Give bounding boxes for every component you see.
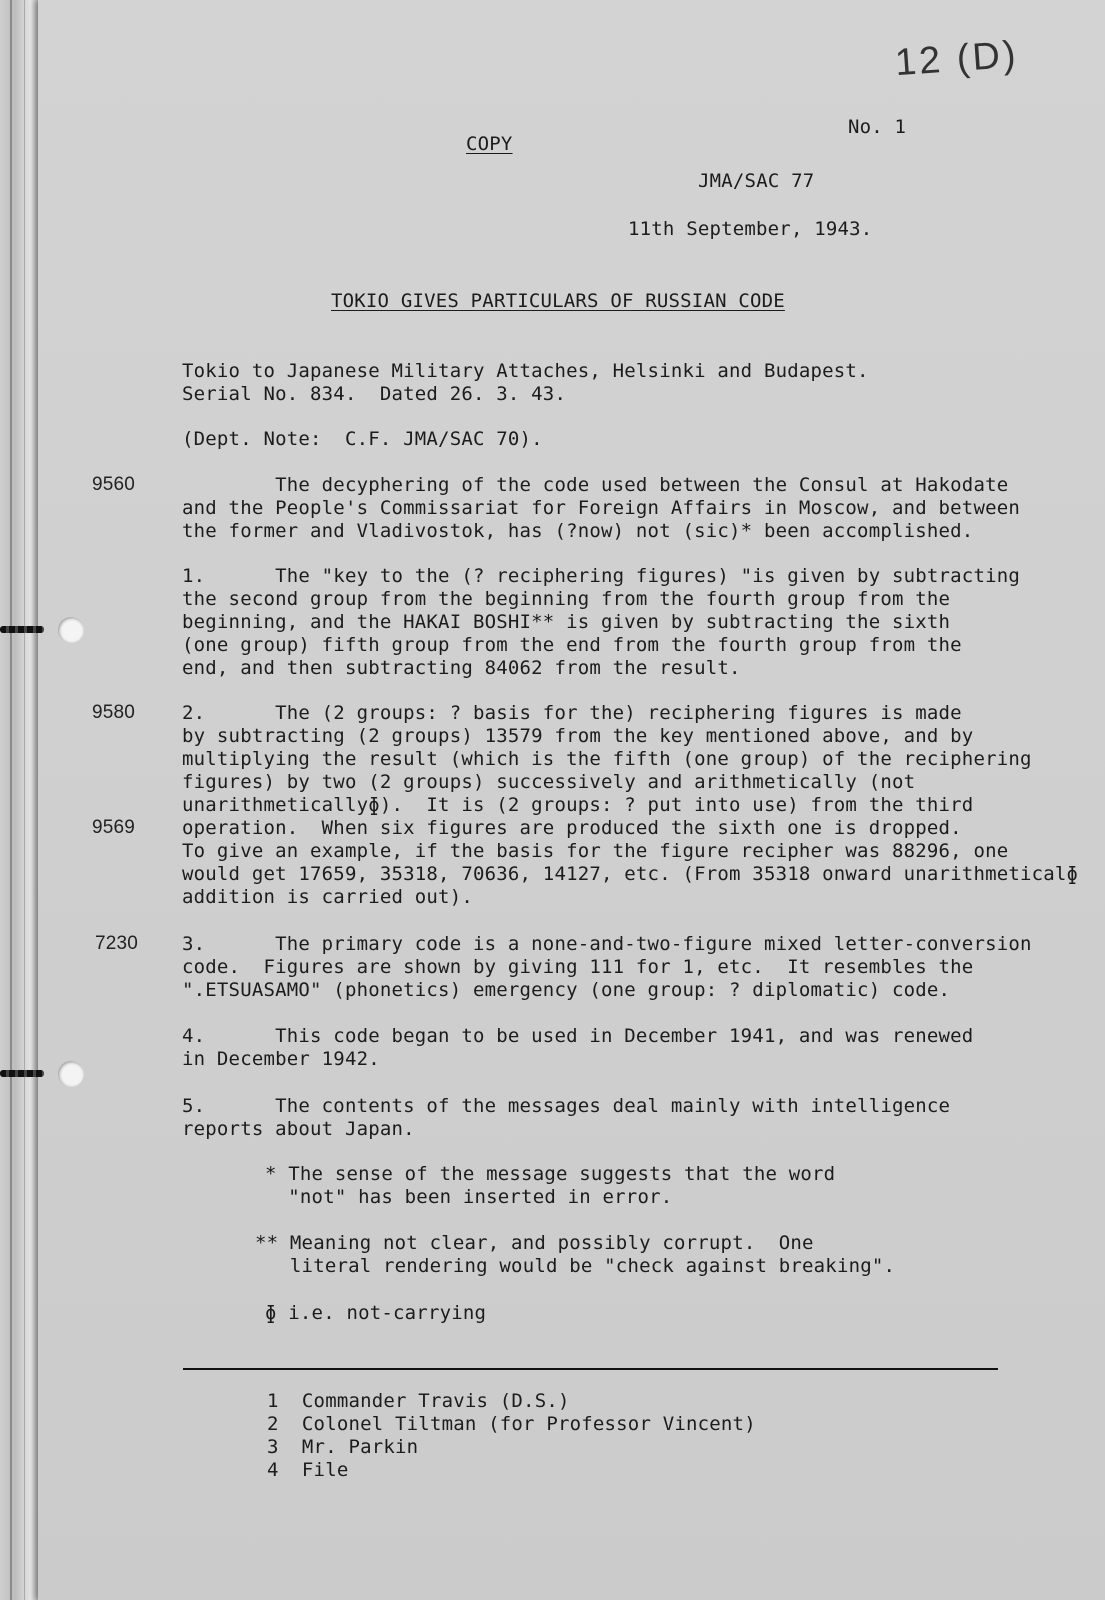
punch-hole xyxy=(58,1061,84,1087)
paragraph-line: 5. The contents of the messages deal mainly with intelligence xyxy=(182,1095,951,1117)
paragraph-line: by subtracting (2 groups) 13579 from the key mentioned above, and by xyxy=(182,725,974,747)
margin-number: 9569 xyxy=(92,817,136,838)
binding-string xyxy=(0,1070,44,1077)
footnote-line: "not" has been inserted in error. xyxy=(265,1186,673,1208)
paragraph-line: end, and then subtracting 84062 from the result. xyxy=(182,657,741,679)
document-title: TOKIO GIVES PARTICULARS OF RUSSIAN CODE xyxy=(331,290,785,312)
margin-number: 7230 xyxy=(95,933,139,954)
footnote-line: * The sense of the message suggests that the word xyxy=(265,1163,836,1185)
paragraph-line: 2. The (2 groups: ? basis for the) reciphering figures is made xyxy=(182,702,962,724)
footnote-line: ɸ i.e. not-carrying xyxy=(265,1302,487,1324)
footnote-line: literal rendering would be "check against breaking". xyxy=(255,1255,896,1277)
distribution-item: 4 File xyxy=(267,1459,349,1481)
paragraph-line: would get 17659, 35318, 70636, 14127, etc. (From 35318 onward unarithmeticalɸ xyxy=(182,863,1079,885)
binding-string xyxy=(0,626,44,633)
distribution-item: 2 Colonel Tiltman (for Professor Vincent) xyxy=(267,1413,756,1435)
paragraph-line: multiplying the result (which is the fifth (one group) of the reciphering xyxy=(182,748,1032,770)
intro-line: Tokio to Japanese Military Attaches, Helsinki and Budapest. xyxy=(182,360,869,382)
footnote-line: ** Meaning not clear, and possibly corrupt. One xyxy=(255,1232,814,1254)
paragraph-line: ".ETSUASAMO" (phonetics) emergency (one group: ? diplomatic) code. xyxy=(182,979,951,1001)
paragraph-line: operation. When six figures are produced the sixth one is dropped. xyxy=(182,817,962,839)
paragraph-line: the second group from the beginning from the fourth group from the xyxy=(182,588,951,610)
binder-edge xyxy=(10,0,12,1600)
margin-number: 9560 xyxy=(92,474,136,495)
paragraph-line: figures) by two (2 groups) successively and arithmetically (not xyxy=(182,771,916,793)
paragraph-line: 1. The "key to the (? reciphering figures) "is given by subtracting xyxy=(182,565,1021,587)
paragraph-line: in December 1942. xyxy=(182,1048,380,1070)
intro-line: Serial No. 834. Dated 26. 3. 43. xyxy=(182,383,567,405)
paragraph-line: unarithmeticallyɸ). It is (2 groups: ? put into use) from the third xyxy=(182,794,974,816)
paragraph-line: The decyphering of the code used between the Consul at Hakodate xyxy=(182,474,1009,496)
copy-label: COPY xyxy=(466,133,513,155)
paragraph-line: 3. The primary code is a none-and-two-figure mixed letter-conversion xyxy=(182,933,1032,955)
paragraph-line: (one group) fifth group from the end from the fourth group from the xyxy=(182,634,962,656)
paragraph-line: To give an example, if the basis for the figure recipher was 88296, one xyxy=(182,840,1009,862)
paragraph-line: and the People's Commissariat for Foreign Affairs in Moscow, and between xyxy=(182,497,1021,519)
paragraph-line: code. Figures are shown by giving 111 for 1, etc. It resembles the xyxy=(182,956,974,978)
reference-code: JMA/SAC 77 xyxy=(698,170,815,192)
margin-number: 9580 xyxy=(92,702,136,723)
document-date: 11th September, 1943. xyxy=(628,218,873,240)
dept-note: (Dept. Note: C.F. JMA/SAC 70). xyxy=(182,428,543,450)
divider-rule xyxy=(183,1368,998,1370)
binder-edge xyxy=(24,0,25,1600)
paragraph-line: beginning, and the HAKAI BOSHI** is given by subtracting the sixth xyxy=(182,611,951,633)
distribution-item: 1 Commander Travis (D.S.) xyxy=(267,1390,570,1412)
distribution-item: 3 Mr. Parkin xyxy=(267,1436,419,1458)
paragraph-line: addition is carried out). xyxy=(182,886,473,908)
paragraph-line: the former and Vladivostok, has (?now) not (sic)* been accomplished. xyxy=(182,520,974,542)
paragraph-line: 4. This code began to be used in December 1941, and was renewed xyxy=(182,1025,974,1047)
paragraph-line: reports about Japan. xyxy=(182,1118,415,1140)
punch-hole xyxy=(58,617,84,643)
handwritten-annotation: 12 (D) xyxy=(893,33,1020,85)
document-number: No. 1 xyxy=(848,116,907,138)
